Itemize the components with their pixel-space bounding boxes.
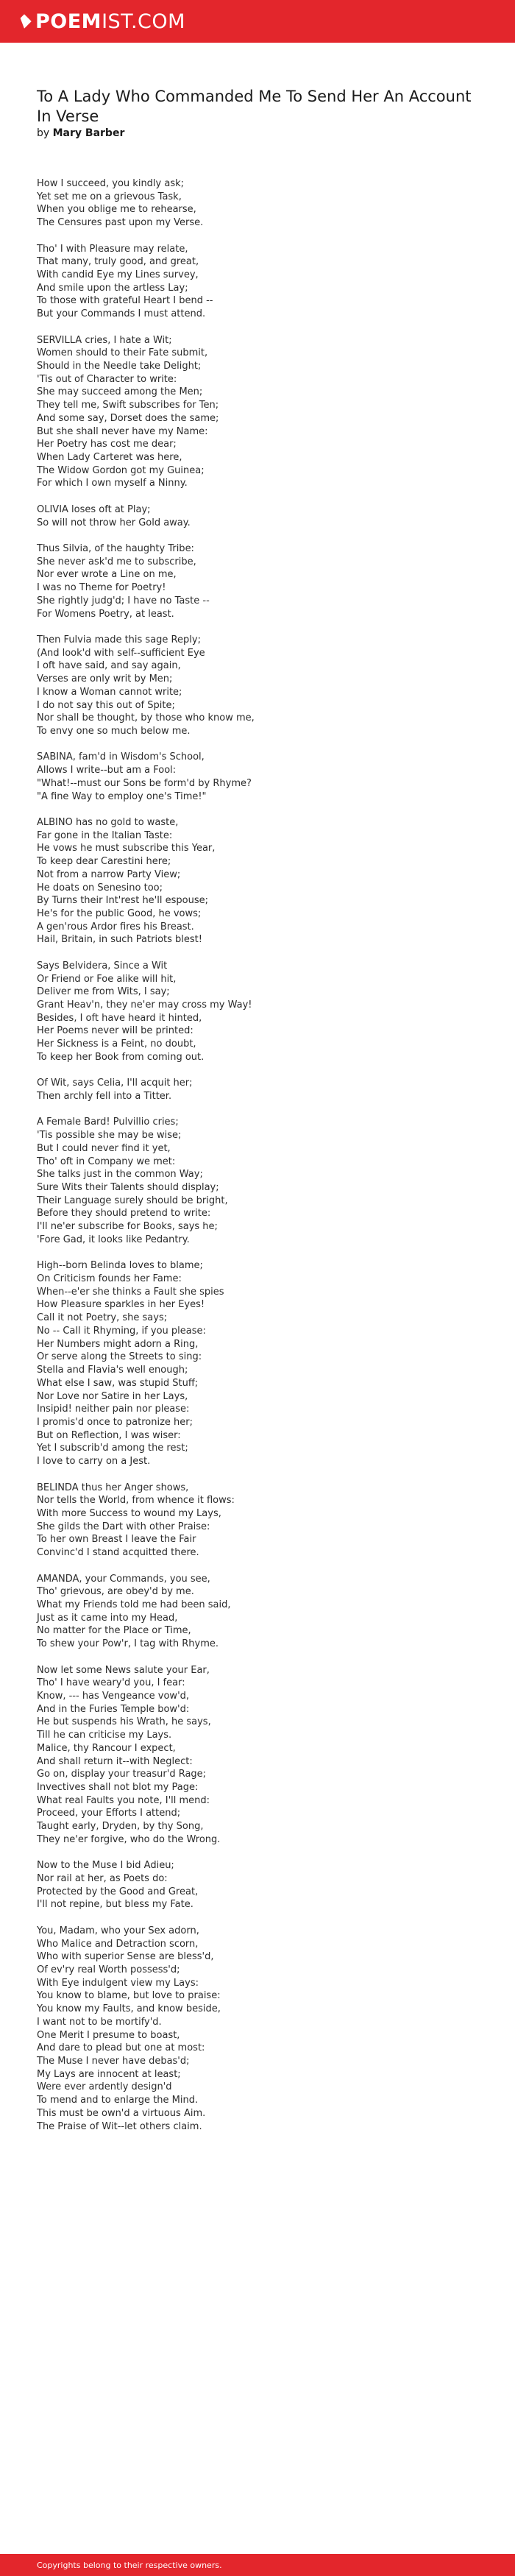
poem-line: I love to carry on a Jest. — [37, 1456, 151, 1468]
stanza — [37, 1482, 480, 1560]
stanza — [37, 1077, 480, 1103]
logo-text-bold: POEM — [35, 10, 102, 33]
poem-line: Nor rail at her, as Poets do: — [37, 1872, 168, 1884]
poem-line: What else I saw, was stupid Stuff; — [37, 1377, 199, 1389]
stanza — [37, 503, 480, 529]
poem-line: Their Language surely should be bright, — [37, 1195, 228, 1206]
poem-line: To those with grateful Heart I bend -- — [37, 295, 213, 307]
footer — [0, 2554, 515, 2576]
poem-line: I do not say this out of Spite; — [37, 699, 175, 711]
byline — [37, 127, 480, 139]
poem-title: To A Lady Who Commanded Me To Send Her An Account In Verse — [37, 88, 472, 125]
poem-line: The Praise of Wit--let others claim. — [37, 2120, 202, 2132]
poem-line: So will not throw her Gold away. — [37, 517, 191, 528]
poem-line: "A fine Way to employ one's Time!" — [37, 790, 207, 802]
poem-line: My Lays are innocent at least; — [37, 2068, 181, 2080]
poem-line: But she shall never have my Name: — [37, 425, 208, 437]
site-logo[interactable] — [19, 12, 185, 32]
stanza — [37, 1573, 480, 1651]
poem-line: A gen'rous Ardor fires his Breast. — [37, 921, 194, 933]
poem-line: Allows I write--but am a Fool: — [37, 765, 177, 776]
poem-line: What my Friends told me had been said, — [37, 1599, 231, 1610]
stanza — [37, 960, 480, 1064]
poem-line: Proceed, your Efforts I attend; — [37, 1808, 181, 1819]
poem-line: Tho' I with Pleasure may relate, — [37, 243, 188, 255]
poem-line: Convinc'd I stand acquitted there. — [37, 1547, 199, 1559]
poem-line: To envy one so much below me. — [37, 726, 191, 737]
poem-line: SABINA, fam'd in Wisdom's School, — [37, 751, 205, 763]
poem-line: Thus Silvia, of the haughty Tribe: — [37, 543, 194, 554]
poem-line: And in the Furies Temple bow'd: — [37, 1703, 190, 1715]
poem-line: Verses are only writ by Men; — [37, 673, 173, 685]
poem-line: For Womens Poetry, at least. — [37, 608, 174, 620]
poem-line: The Censures past upon my Verse. — [37, 217, 204, 229]
poem-line: No matter for the Place or Time, — [37, 1625, 191, 1637]
poem-line: She never ask'd me to subscribe, — [37, 556, 196, 567]
stanza — [37, 542, 480, 620]
poem-line: 'Fore Gad, it looks like Pedantry. — [37, 1234, 190, 1245]
poem-line: When Lady Carteret was here, — [37, 452, 182, 464]
poem-line: She rightly judg'd; I have no Taste -- — [37, 595, 210, 606]
poem-line: This must be own'd a virtuous Aim. — [37, 2107, 206, 2119]
poem-line: Hail, Britain, in such Patriots blest! — [37, 934, 202, 946]
poem-line: 'Tis out of Character to write: — [37, 373, 177, 385]
poem-line: Or Friend or Foe alike will hit, — [37, 973, 177, 985]
poem-line: BELINDA thus her Anger shows, — [37, 1482, 189, 1493]
poem-line: Tho' grievous, are obey'd by me. — [37, 1586, 194, 1598]
poem-line: I know a Woman cannot write; — [37, 686, 182, 698]
poem-line: Sure Wits their Talents should display; — [37, 1182, 219, 1194]
logo-mark-icon — [17, 14, 32, 29]
poem-line: To her own Breast I leave the Fair — [37, 1534, 196, 1546]
poem-line: But I could never find it yet, — [37, 1142, 171, 1154]
poem-line: I promis'd once to patronize her; — [37, 1416, 193, 1428]
poem-line: Know, --- has Vengeance vow'd, — [37, 1690, 190, 1702]
stanza — [37, 751, 480, 803]
poem-line: 'Tis possible she may be wise; — [37, 1130, 182, 1142]
poem-line: And shall return it--with Neglect: — [37, 1755, 193, 1767]
poem-line: Till he can criticise my Lays. — [37, 1730, 172, 1741]
poem-line: The Muse I never have debas'd; — [37, 2056, 190, 2067]
poem-line: High--born Belinda loves to blame; — [37, 1260, 203, 1272]
poem-line: To keep her Book from coming out. — [37, 1051, 205, 1063]
poem-line: And smile upon the artless Lay; — [37, 282, 188, 294]
author-link[interactable]: Mary Barber — [52, 127, 125, 139]
poem-line: No -- Call it Rhyming, if you please: — [37, 1325, 206, 1337]
poem-line: With more Success to wound my Lays, — [37, 1507, 221, 1519]
poem-line: And dare to plead but one at most: — [37, 2042, 205, 2054]
poem-line: When you oblige me to rehearse, — [37, 204, 196, 216]
top-bar — [0, 0, 515, 43]
poem-line: Just as it came into my Head, — [37, 1612, 178, 1624]
poem-line: When--e'er she thinks a Fault she spies — [37, 1286, 224, 1298]
poem-line: Then Fulvia made this sage Reply; — [37, 634, 201, 645]
poem-line: For which I own myself a Ninny. — [37, 478, 188, 489]
poem-line: I was no Theme for Poetry! — [37, 582, 166, 594]
poem-line: You, Madam, who your Sex adorn, — [37, 1925, 199, 1936]
logo-text-light: IST.COM — [102, 10, 185, 33]
poem-line: Of Wit, says Celia, I'll acquit her; — [37, 1078, 193, 1089]
poem-line: The Widow Gordon got my Guinea; — [37, 464, 205, 476]
poem-line: Besides, I oft have heard it hinted, — [37, 1012, 202, 1024]
stanza — [37, 1859, 480, 1911]
poem-line: I'll ne'er subscribe for Books, says he; — [37, 1221, 218, 1233]
poem-line: Yet I subscrib'd among the rest; — [37, 1443, 188, 1454]
poem-line: With candid Eye my Lines survey, — [37, 269, 199, 280]
stanza — [37, 177, 480, 230]
poem-line: He doats on Senesino too; — [37, 882, 163, 894]
poem-line: Call it not Poetry, she says; — [37, 1312, 168, 1324]
poem-line: AMANDA, your Commands, you see, — [37, 1573, 210, 1585]
poem-line: Yet set me on a grievous Task, — [37, 191, 182, 202]
poem-line: To mend and to enlarge the Mind. — [37, 2095, 199, 2106]
poem-line: Nor Love nor Satire in her Lays, — [37, 1390, 188, 1402]
poem-line: One Merit I presume to boast, — [37, 2029, 180, 2041]
poem-line: Taught early, Dryden, by thy Song, — [37, 1821, 204, 1833]
poem-line: Invectives shall not blot my Page: — [37, 1781, 199, 1793]
poem-line: She gilds the Dart with other Praise: — [37, 1521, 210, 1532]
poem-line: Should in the Needle take Delight; — [37, 361, 202, 372]
poem-line: Then archly fell into a Titter. — [37, 1091, 172, 1103]
poem-line: I want not to be mortify'd. — [37, 2016, 162, 2028]
poem-line: On Criticism founds her Fame: — [37, 1273, 182, 1285]
poem-line: Protected by the Good and Great, — [37, 1886, 199, 1897]
poem-line: (And look'd with self--sufficient Eye — [37, 647, 205, 659]
poem-line: What real Faults you note, I'll mend: — [37, 1794, 210, 1806]
poem-line: Were ever ardently design'd — [37, 2081, 172, 2093]
poem-line: By Turns their Int'rest he'll espouse; — [37, 895, 208, 907]
poem-line: Or serve along the Streets to sing: — [37, 1351, 202, 1363]
poem-line: Insipid! neither pain nor please: — [37, 1404, 190, 1415]
poem-line: Now let some News salute your Ear, — [37, 1664, 210, 1676]
poem-line: To shew your Pow'r, I tag with Rhyme. — [37, 1638, 219, 1650]
poem-line: Nor ever wrote a Line on me, — [37, 569, 177, 581]
poem-line: To keep dear Carestini here; — [37, 856, 171, 868]
poem-line: How I succeed, you kindly ask; — [37, 178, 185, 189]
poem-line: But on Reflection, I was wiser: — [37, 1429, 181, 1441]
stanza — [37, 1259, 480, 1468]
stanza — [37, 1925, 480, 2134]
poem-line: ALBINO has no gold to waste, — [37, 817, 179, 828]
poem-line: And some say, Dorset does the same; — [37, 412, 219, 424]
poem-line: Of ev'ry real Worth possess'd; — [37, 1964, 180, 1975]
poem-line: Not from a narrow Party View; — [37, 868, 181, 880]
poem-line: Tho' I have weary'd you, I fear: — [37, 1677, 185, 1689]
poem-line: That many, truly good, and great, — [37, 256, 199, 268]
poem-line: Grant Heav'n, they ne'er may cross my Way! — [37, 999, 252, 1011]
poem-line: Tho' oft in Company we met: — [37, 1156, 176, 1167]
poem-line: SERVILLA cries, I hate a Wit; — [37, 334, 172, 346]
stanza — [37, 243, 480, 321]
poem-line: Nor shall be thought, by those who know me, — [37, 712, 255, 724]
poem-line: "What!--must our Sons be form'd by Rhyme? — [37, 777, 252, 789]
stanza — [37, 1116, 480, 1246]
poem-line: Far gone in the Italian Taste: — [37, 829, 173, 841]
poem-page — [0, 43, 515, 2133]
poem-line: He's for the public Good, he vows; — [37, 908, 202, 920]
poem-line: They ne'er forgive, who do the Wrong. — [37, 1833, 221, 1845]
poem-line: They tell me, Swift subscribes for Ten; — [37, 400, 219, 411]
poem-line: Her Poetry has cost me dear; — [37, 439, 177, 450]
poem-line: He vows he must subscribe this Year, — [37, 843, 216, 854]
poem-body — [37, 177, 480, 2133]
poem-line: She may succeed among the Men; — [37, 386, 203, 398]
poem-line: She talks just in the common Way; — [37, 1169, 203, 1181]
poem-line: Malice, thy Rancour I expect, — [37, 1742, 176, 1754]
poem-line: Deliver me from Wits, I say; — [37, 986, 170, 998]
poem-line: Nor tells the World, from whence it flows: — [37, 1495, 235, 1507]
poem-line: Her Sickness is a Feint, no doubt, — [37, 1038, 196, 1050]
stanza — [37, 816, 480, 946]
stanza — [37, 634, 480, 738]
poem-line: Her Numbers might adorn a Ring, — [37, 1338, 199, 1350]
poem-line: But your Commands I must attend. — [37, 308, 206, 320]
poem-line: I'll not repine, but bless my Fate. — [37, 1899, 193, 1911]
poem-line: You know my Faults, and know beside, — [37, 2003, 221, 2015]
poem-line: Who Malice and Detraction scorn, — [37, 1938, 199, 1950]
poem-line: Who with superior Sense are bless'd, — [37, 1951, 214, 1963]
by-label: by — [37, 127, 50, 139]
poem-line: Says Belvidera, Since a Wit — [37, 960, 168, 972]
poem-line: A Female Bard! Pulvillio cries; — [37, 1117, 179, 1128]
poem-line: Now to the Muse I bid Adieu; — [37, 1860, 174, 1872]
stanza — [37, 334, 480, 491]
poem-line: OLIVIA loses oft at Play; — [37, 503, 151, 515]
stanza — [37, 1664, 480, 1847]
poem-line: Her Poems never will be printed: — [37, 1025, 193, 1037]
poem-line: He but suspends his Wrath, he says, — [37, 1716, 211, 1728]
poem-line: You know to blame, but love to praise: — [37, 1990, 221, 2002]
poem-line: Women should to their Fate submit, — [37, 347, 208, 359]
poem-line: Go on, display your treasur'd Rage; — [37, 1769, 207, 1780]
poem-line: With Eye indulgent view my Lays: — [37, 1977, 199, 1989]
poem-line: Before they should pretend to write: — [37, 1208, 211, 1220]
poem-line: Stella and Flavia's well enough; — [37, 1365, 188, 1376]
poem-line: I oft have said, and say again, — [37, 660, 181, 672]
copyright-text: Copyrights belong to their respective owners. — [37, 2560, 222, 2570]
poem-line: How Pleasure sparkles in her Eyes! — [37, 1299, 205, 1311]
